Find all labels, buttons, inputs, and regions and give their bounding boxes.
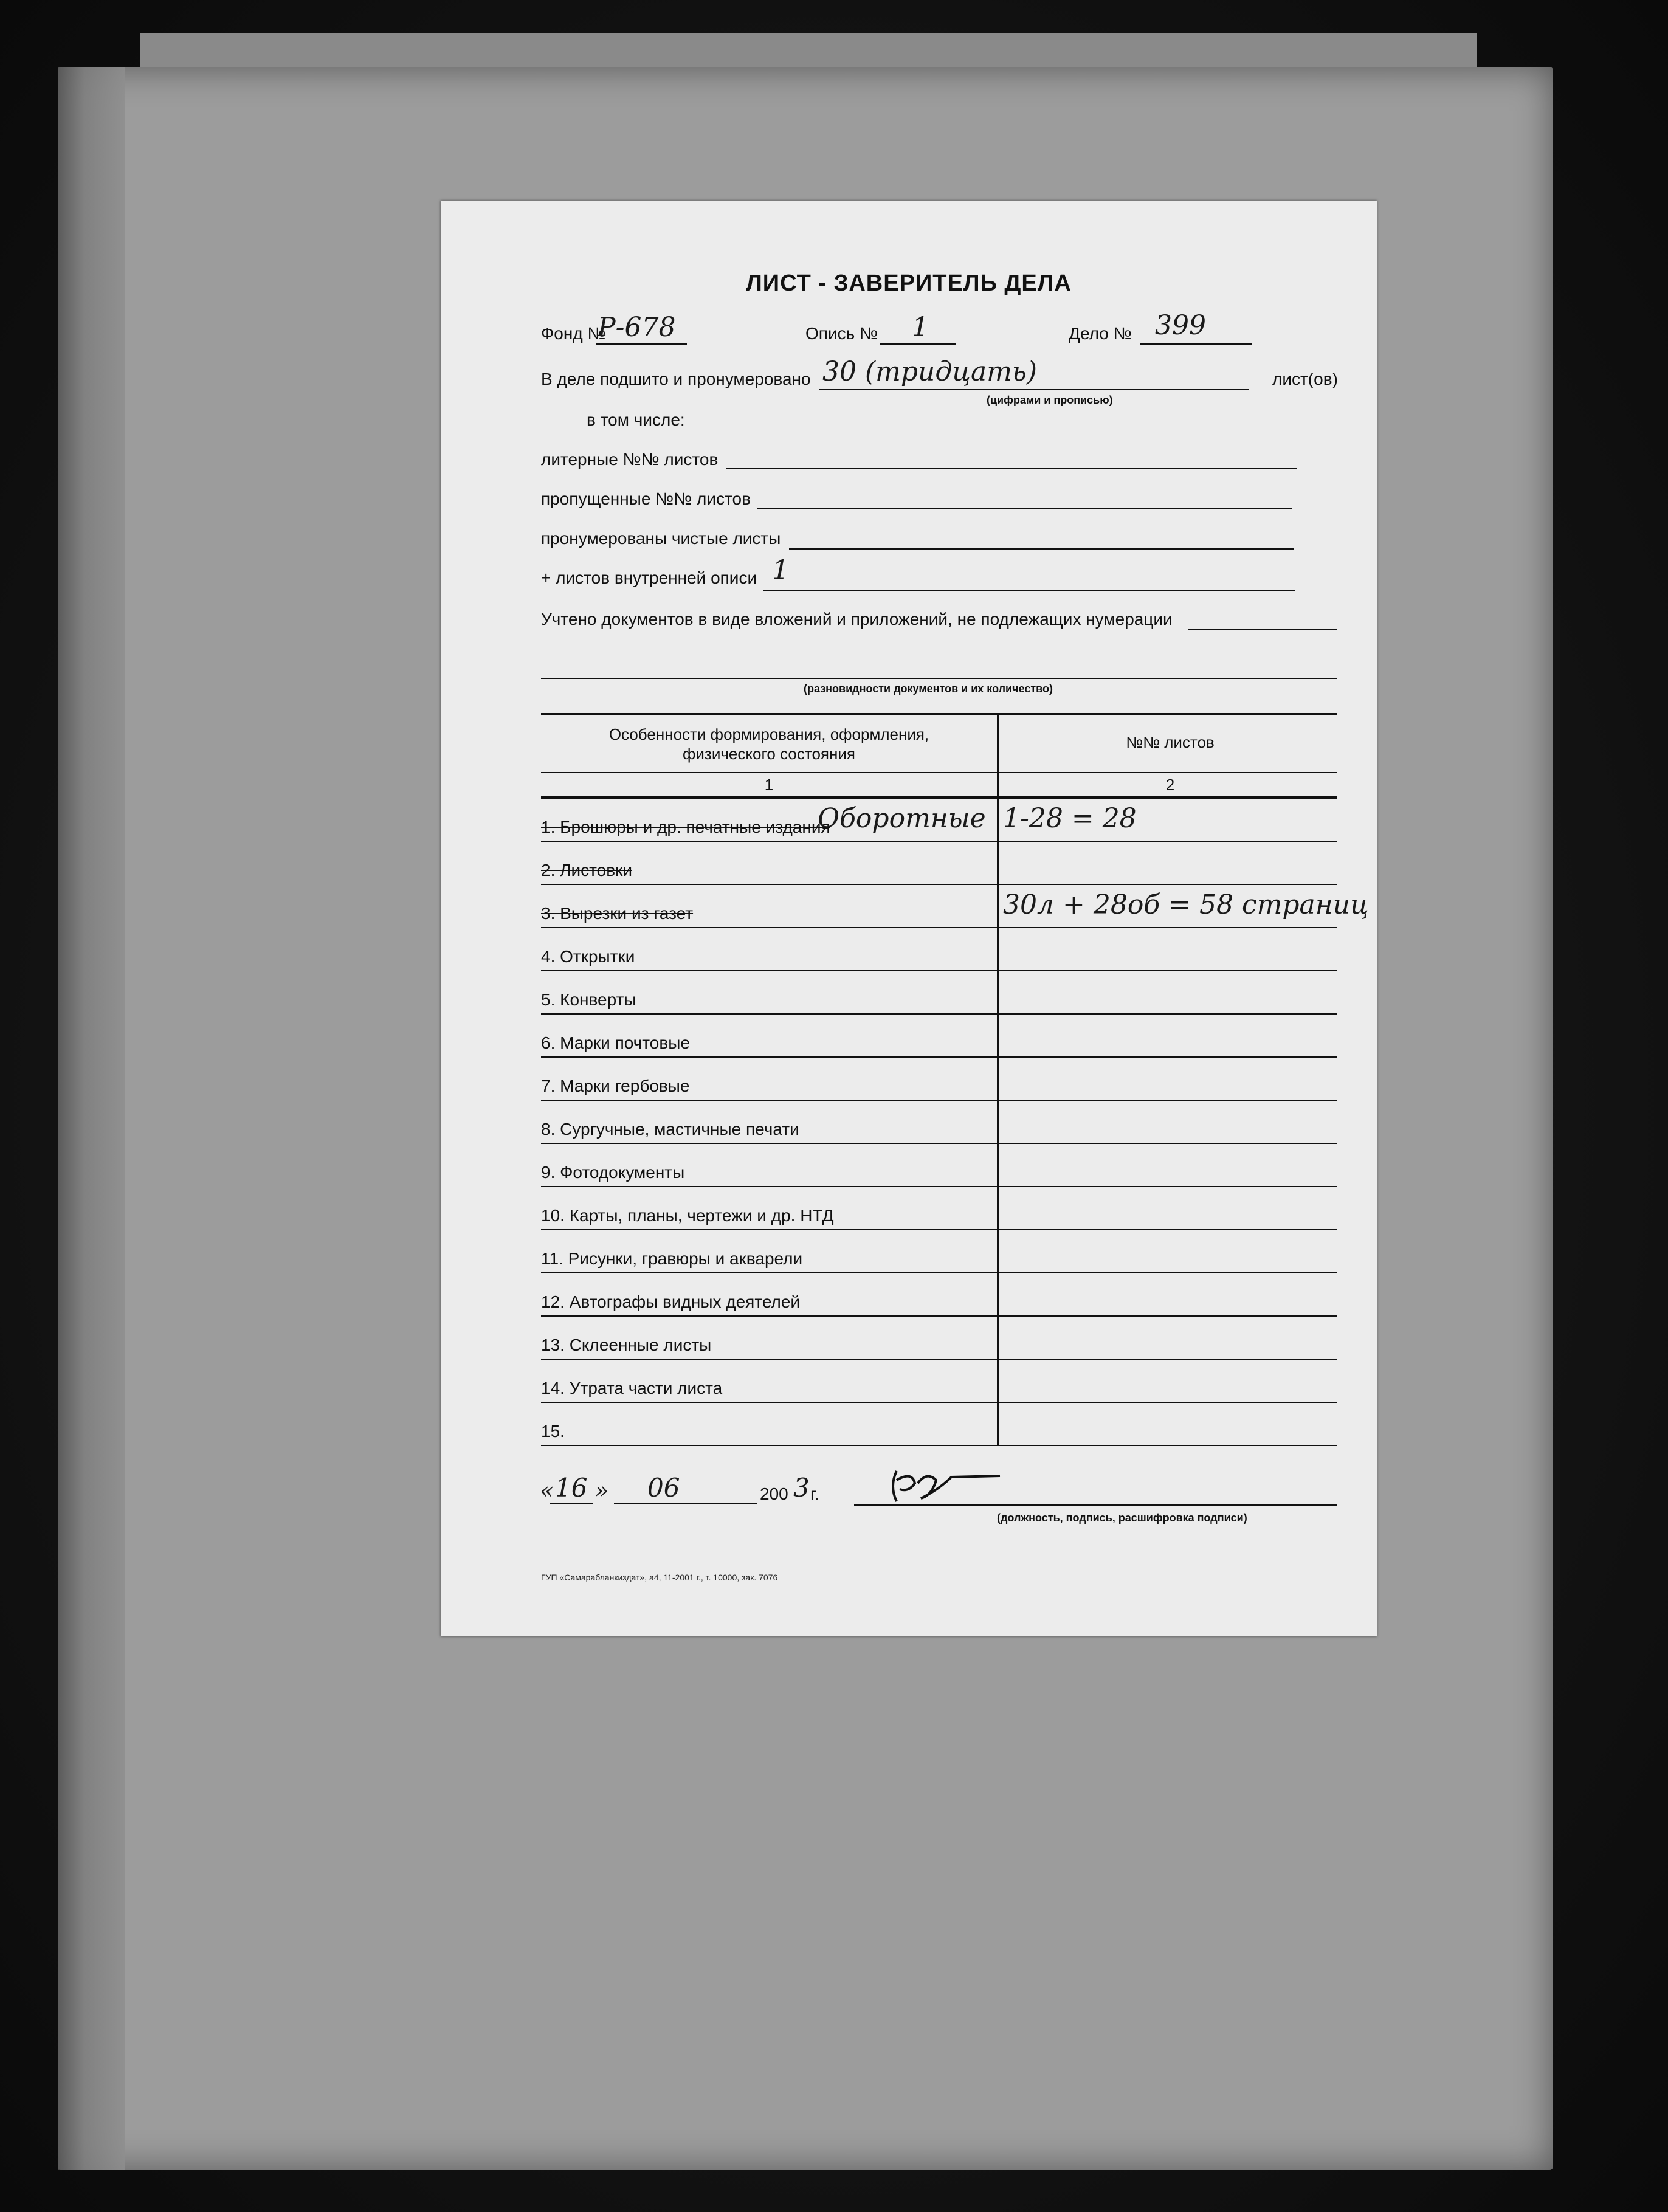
accounted-line-2 (541, 678, 1337, 679)
accounted-line-1 (1188, 629, 1337, 630)
internal-inventory-line (763, 590, 1295, 591)
day-underline (550, 1503, 593, 1504)
table-top-border (541, 713, 1337, 715)
table-row-label: 8. Сургучные, мастичные печати (541, 1120, 799, 1139)
sewn-label: В деле подшито и пронумеровано (541, 370, 811, 388)
table-row-value: 30л + 28об = 58 страниц (1003, 889, 1369, 920)
table-row-label: 11. Рисунки, гравюры и акварели (541, 1249, 803, 1268)
table-row-line (541, 1100, 1337, 1101)
table-row-line (541, 1186, 1337, 1187)
table-row-line (541, 1272, 1337, 1273)
accounted-label: Учтено документов в виде вложений и приложений, не подлежащих нумерации (541, 610, 1173, 629)
fond-label: Фонд № (541, 324, 606, 343)
table-row-label: 12. Автографы видных деятелей (541, 1292, 801, 1311)
table-row-label: 15. (541, 1422, 565, 1441)
table-row-line (541, 1143, 1337, 1144)
printer-imprint: ГУП «Самарабланкиздат», а4, 11-2001 г., т. 10000, зак. 7076 (541, 1573, 778, 1582)
delo-label: Дело № (1069, 324, 1132, 343)
literal-sheets-line (726, 468, 1297, 469)
literal-sheets-label: литерные №№ листов (541, 450, 719, 469)
month-value: 06 (647, 1473, 680, 1503)
table-row-line (541, 1013, 1337, 1015)
table-row-label: 10. Карты, планы, чертежи и др. НТД (541, 1206, 834, 1225)
table-row-note: Оборотные (818, 803, 986, 834)
table-row-line (541, 970, 1337, 971)
col1-header: Особенности формирования, оформления, физического состояния (608, 725, 929, 763)
day-value: 16 (555, 1473, 588, 1503)
year-prefix: 200 (760, 1484, 788, 1503)
table-row-line (541, 1359, 1337, 1360)
table-row-line (541, 927, 1337, 928)
sheets-suffix: лист(ов) (1272, 370, 1338, 388)
col2-number: 2 (1165, 776, 1175, 794)
opis-label: Опись № (805, 324, 878, 343)
table-row-label: 5. Конверты (541, 990, 636, 1009)
sewn-value: 30 (тридцать) (822, 356, 1038, 387)
digits-hint: (цифрами и прописью) (987, 394, 1113, 406)
table-row-label: 2. Листовки (541, 861, 632, 880)
blank-sheets-line (789, 548, 1294, 550)
table-row-line (541, 1229, 1337, 1230)
sewn-underline (819, 389, 1249, 390)
fond-underline (596, 343, 687, 345)
month-underline (614, 1503, 757, 1504)
including-label: в том числе: (587, 410, 685, 429)
internal-inventory-label: + листов внутренней описи (541, 568, 757, 587)
table-row-label: 7. Марки гербовые (541, 1077, 690, 1095)
col1-number: 1 (764, 776, 774, 794)
year-digit: 3 (793, 1473, 810, 1503)
table-row-label: 3. Вырезки из газет (541, 904, 694, 923)
table-row-line (541, 1445, 1337, 1446)
year-suffix: г. (810, 1484, 819, 1503)
table-row-label: 6. Марки почтовые (541, 1033, 690, 1052)
table-row-line (541, 884, 1337, 885)
table-row-line (541, 841, 1337, 842)
fond-value: Р-678 (598, 312, 676, 343)
quote-open: « (540, 1477, 554, 1504)
header-bottom-border (541, 796, 1337, 799)
missed-sheets-line (757, 508, 1292, 509)
table-row-label: 9. Фотодокументы (541, 1163, 685, 1182)
signature-line (854, 1504, 1337, 1506)
blank-sheets-label: пронумерованы чистые листы (541, 529, 781, 548)
missed-sheets-label: пропущенные №№ листов (541, 489, 751, 508)
table-row-line (541, 1056, 1337, 1058)
signature-hint: (должность, подпись, расшифровка подписи) (997, 1512, 1247, 1524)
table-column-divider (997, 713, 999, 1445)
col2-header: №№ листов (1126, 733, 1215, 751)
form-title: ЛИСТ - ЗАВЕРИТЕЛЬ ДЕЛА (746, 270, 1072, 296)
table-row-label: 13. Склеенные листы (541, 1335, 712, 1354)
delo-underline (1140, 343, 1252, 345)
header-divider (541, 772, 1337, 773)
table-row-line (541, 1402, 1337, 1403)
table-row-label: 1. Брошюры и др. печатные издания (541, 818, 830, 836)
quote-close: » (594, 1477, 609, 1504)
opis-value: 1 (912, 312, 929, 343)
delo-value: 399 (1155, 310, 1206, 341)
opis-underline (880, 343, 956, 345)
table-row-line (541, 1315, 1337, 1317)
folder-spine (58, 67, 125, 2170)
table-row-label: 4. Открытки (541, 947, 635, 966)
internal-inventory-value: 1 (772, 555, 789, 586)
kinds-hint: (разновидности документов и их количество) (804, 683, 1053, 695)
certification-sheet (441, 201, 1377, 1636)
table-row-value: 1-28 = 28 (1003, 803, 1137, 834)
table-row-label: 14. Утрата части листа (541, 1379, 723, 1397)
